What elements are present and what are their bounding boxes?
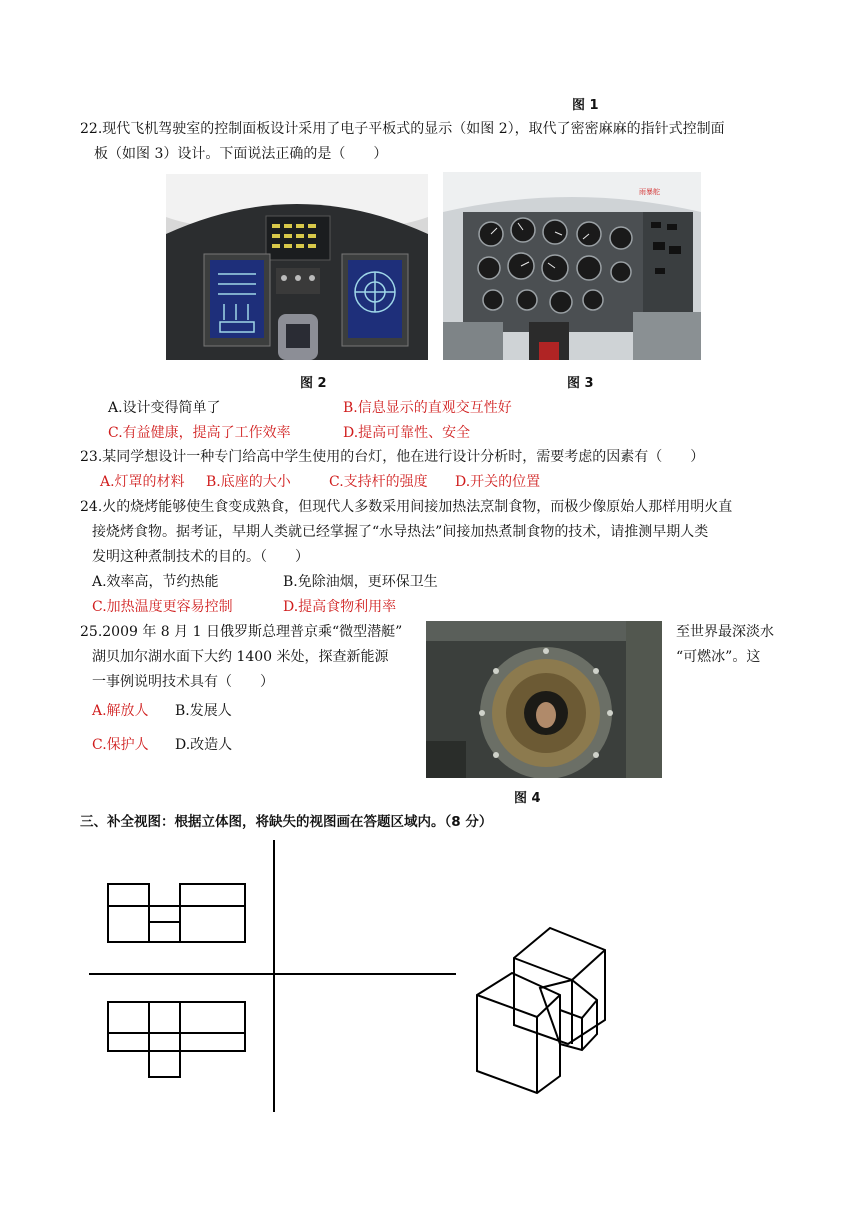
q25-text-line2b: “可燃冰”。这 (676, 649, 761, 665)
q25-option-d: D.改造人 (175, 737, 233, 753)
figure-4-submarine-porthole-photo (426, 621, 662, 778)
q24-option-d: D.提高食物利用率 (283, 599, 397, 615)
q25-option-b: B.发展人 (175, 703, 232, 719)
q22-option-b: B.信息显示的直观交互性好 (343, 400, 512, 416)
q25-text-line1a: 25.2009 年 8 月 1 日俄罗斯总理普京乘“微型潜艇” (80, 624, 403, 640)
q25-option-a: A.解放人 (92, 703, 149, 719)
q23-option-c: C.支持杆的强度 (329, 474, 428, 490)
q25-option-c: C.保护人 (92, 737, 149, 753)
q22-option-a: A.设计变得简单了 (108, 400, 221, 416)
q24-text-line3: 发明这种煮制技术的目的。（ ） (92, 549, 309, 565)
front-view (108, 884, 245, 942)
section-3-title: 三、补全视图：根据立体图，将缺失的视图画在答题区域内。（8 分） (80, 814, 493, 830)
q25-text-line1b: 至世界最深淡水 (676, 624, 774, 640)
figure-1-label: 图 1 (572, 98, 599, 113)
q24-text-line1: 24.火的烧烤能够使生食变成熟食，但现代人多数采用间接加热法烹制食物，而极少像原始人那样用明火直 (80, 499, 733, 515)
figure-2-glass-cockpit-photo (166, 174, 428, 360)
figure-3-label: 图 3 (567, 376, 594, 391)
q23-option-b: B.底座的大小 (206, 474, 291, 490)
q22-option-c: C.有益健康，提高了工作效率 (108, 425, 291, 441)
q24-option-b: B.免除油烟，更环保卫生 (283, 574, 438, 590)
q24-option-c: C.加热温度更容易控制 (92, 599, 233, 615)
q25-text-line3: 一事例说明技术具有（ ） (92, 674, 274, 690)
figure-2-label: 图 2 (300, 376, 327, 391)
three-view-drawing (0, 830, 860, 1120)
q23-option-a: A.灯罩的材料 (100, 474, 185, 490)
top-view (108, 1002, 245, 1077)
q23-text-line1: 23.某同学想设计一种专门给高中学生使用的台灯，他在进行设计分析时，需要考虑的因素有（ ） (80, 449, 705, 465)
q22-text-line2: 板（如图 3）设计。下面说法正确的是（ ） (94, 146, 388, 162)
isometric-solid (477, 928, 605, 1093)
q23-option-d: D.开关的位置 (455, 474, 541, 490)
figure-3-tag: 雨暴舵 (639, 188, 660, 196)
figure-4-label: 图 4 (514, 791, 541, 806)
q24-text-line2: 接烧烤食物。据考证，早期人类就已经掌握了“水导热法”间接加热煮制食物的技术，请推测早期人类 (92, 524, 709, 540)
q22-text-line1: 22.现代飞机驾驶室的控制面板设计采用了电子平板式的显示（如图 2），取代了密密麻麻的指针式控制面 (80, 121, 725, 137)
figure-3-analog-cockpit-photo (443, 172, 701, 360)
q24-option-a: A.效率高，节约热能 (92, 574, 219, 590)
q25-text-line2a: 湖贝加尔湖水面下大约 1400 米处，探查新能源 (92, 649, 389, 665)
q22-option-d: D.提高可靠性、安全 (343, 425, 471, 441)
